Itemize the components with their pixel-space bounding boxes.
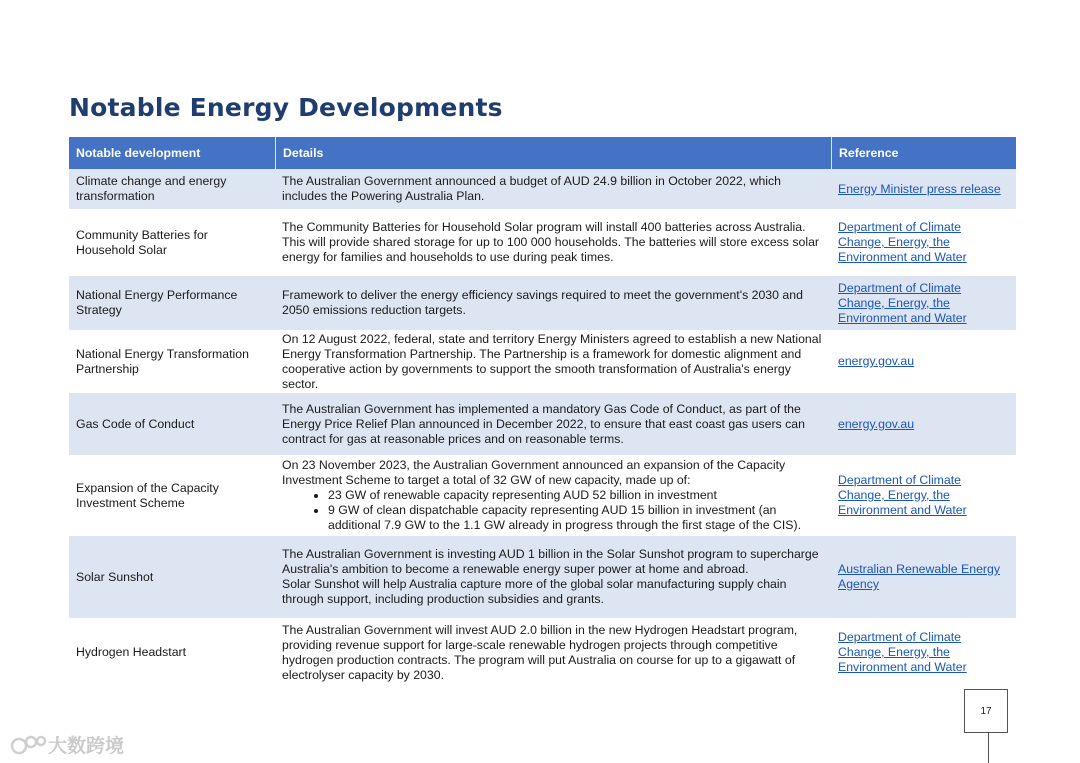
developments-table	[69, 137, 1016, 687]
details-text: The Australian Government is investing AUD 1 billion in the Solar Sunshot program to supercharge Australia's ambition to become a renewable energy super power at home and abroad.	[282, 547, 819, 576]
bullet-item: • 23 GW of renewable capacity representing AUD 52 billion in investment	[328, 488, 824, 503]
row-details: The Australian Government will invest AUD 2.0 billion in the new Hydrogen Headstart program, providing revenue support for large-scale renewable hydrogen projects through competitive hydrogen production contracts. The program will put Australia on course for up to a gigawatt of electrolyser capacity by 2030.	[282, 622, 798, 682]
reference-link[interactable]: Department of Climate Change, Energy, the Environment and Water	[838, 220, 967, 264]
reference-link[interactable]: Department of Climate Change, Energy, the Environment and Water	[838, 473, 967, 517]
row-details	[275, 536, 831, 618]
details-bullets	[282, 488, 824, 533]
reference-link[interactable]: Australian Renewable Energy Agency	[838, 562, 1001, 591]
bullet-item: • 9 GW of clean dispatchable capacity representing AUD 15 billion in investment (an additional 7.9 GW to the 1.1 GW already in progress through the first stage of the CIS).	[328, 503, 824, 533]
row-details: The Community Batteries for Household Solar program will install 400 batteries across Australia. This will provide shared storage for up to 100 000 households. The batteries will store excess solar energy for families and households to use during peak times.	[282, 220, 820, 264]
table-header-row	[69, 137, 1016, 169]
details-text: On 23 November 2023, the Australian Government announced an expansion of the Capacity Investment Scheme to target a total of 32 GW of new capacity, made up of:	[282, 458, 786, 487]
table-row	[69, 209, 1016, 276]
header-reference: Reference	[831, 137, 1016, 169]
table-row	[69, 330, 1016, 393]
watermark-logo-icon	[10, 733, 48, 757]
row-development: Hydrogen Headstart	[76, 645, 187, 659]
row-development: Solar Sunshot	[76, 569, 154, 584]
header-details: Details	[275, 137, 831, 169]
table-row	[69, 455, 1016, 536]
watermark-text: 大数跨境	[48, 736, 125, 757]
row-development: National Energy Transformation Partnership	[76, 346, 249, 376]
page-number: 17	[964, 689, 1008, 733]
row-details: On 12 August 2022, federal, state and territory Energy Ministers agreed to establish a new National Energy Transformation Partnership. The Partnership is a framework for domestic alignment and cooperative action by governments to support the smooth transformation of Australia's energy sector.	[282, 331, 822, 391]
row-details	[275, 455, 831, 536]
reference-link[interactable]: energy.gov.au	[838, 416, 915, 431]
table-row	[69, 536, 1016, 618]
row-development: Climate change and energy transformation	[76, 174, 227, 203]
row-details: The Australian Government has implemented a mandatory Gas Code of Conduct, as part of the Energy Price Relief Plan announced in December 2022, to ensure that east coast gas users can contract for gas at reasonable prices and on reasonable terms.	[282, 401, 805, 446]
table-row	[69, 276, 1016, 330]
row-details: The Australian Government announced a budget of AUD 24.9 billion in October 2022, which includes the Powering Australia Plan.	[282, 174, 782, 203]
details-text-2: Solar Sunshot will help Australia capture more of the global solar manufacturing supply chain through support, including production subsidies and grants.	[282, 577, 787, 606]
header-development: Notable development	[76, 145, 201, 160]
reference-link[interactable]: Energy Minister press release	[838, 181, 1001, 196]
table-row	[69, 618, 1016, 687]
page-title: Notable Energy Developments	[69, 93, 503, 122]
row-details: Framework to deliver the energy efficiency savings required to meet the government's 2030 and 2050 emissions reduction targets.	[282, 288, 803, 317]
reference-link[interactable]: Department of Climate Change, Energy, the Environment and Water	[838, 280, 967, 325]
table-row	[69, 169, 1016, 209]
reference-link[interactable]: Department of Climate Change, Energy, the Environment and Water	[838, 630, 967, 674]
page-number-connector	[988, 733, 989, 763]
reference-link[interactable]: energy.gov.au	[838, 354, 915, 368]
table-row	[69, 393, 1016, 455]
row-development: Community Batteries for Household Solar	[76, 227, 208, 257]
row-development: Expansion of the Capacity Investment Scheme	[76, 480, 219, 510]
watermark	[10, 731, 124, 758]
row-development: Gas Code of Conduct	[76, 416, 195, 431]
row-development: National Energy Performance Strategy	[76, 288, 238, 317]
